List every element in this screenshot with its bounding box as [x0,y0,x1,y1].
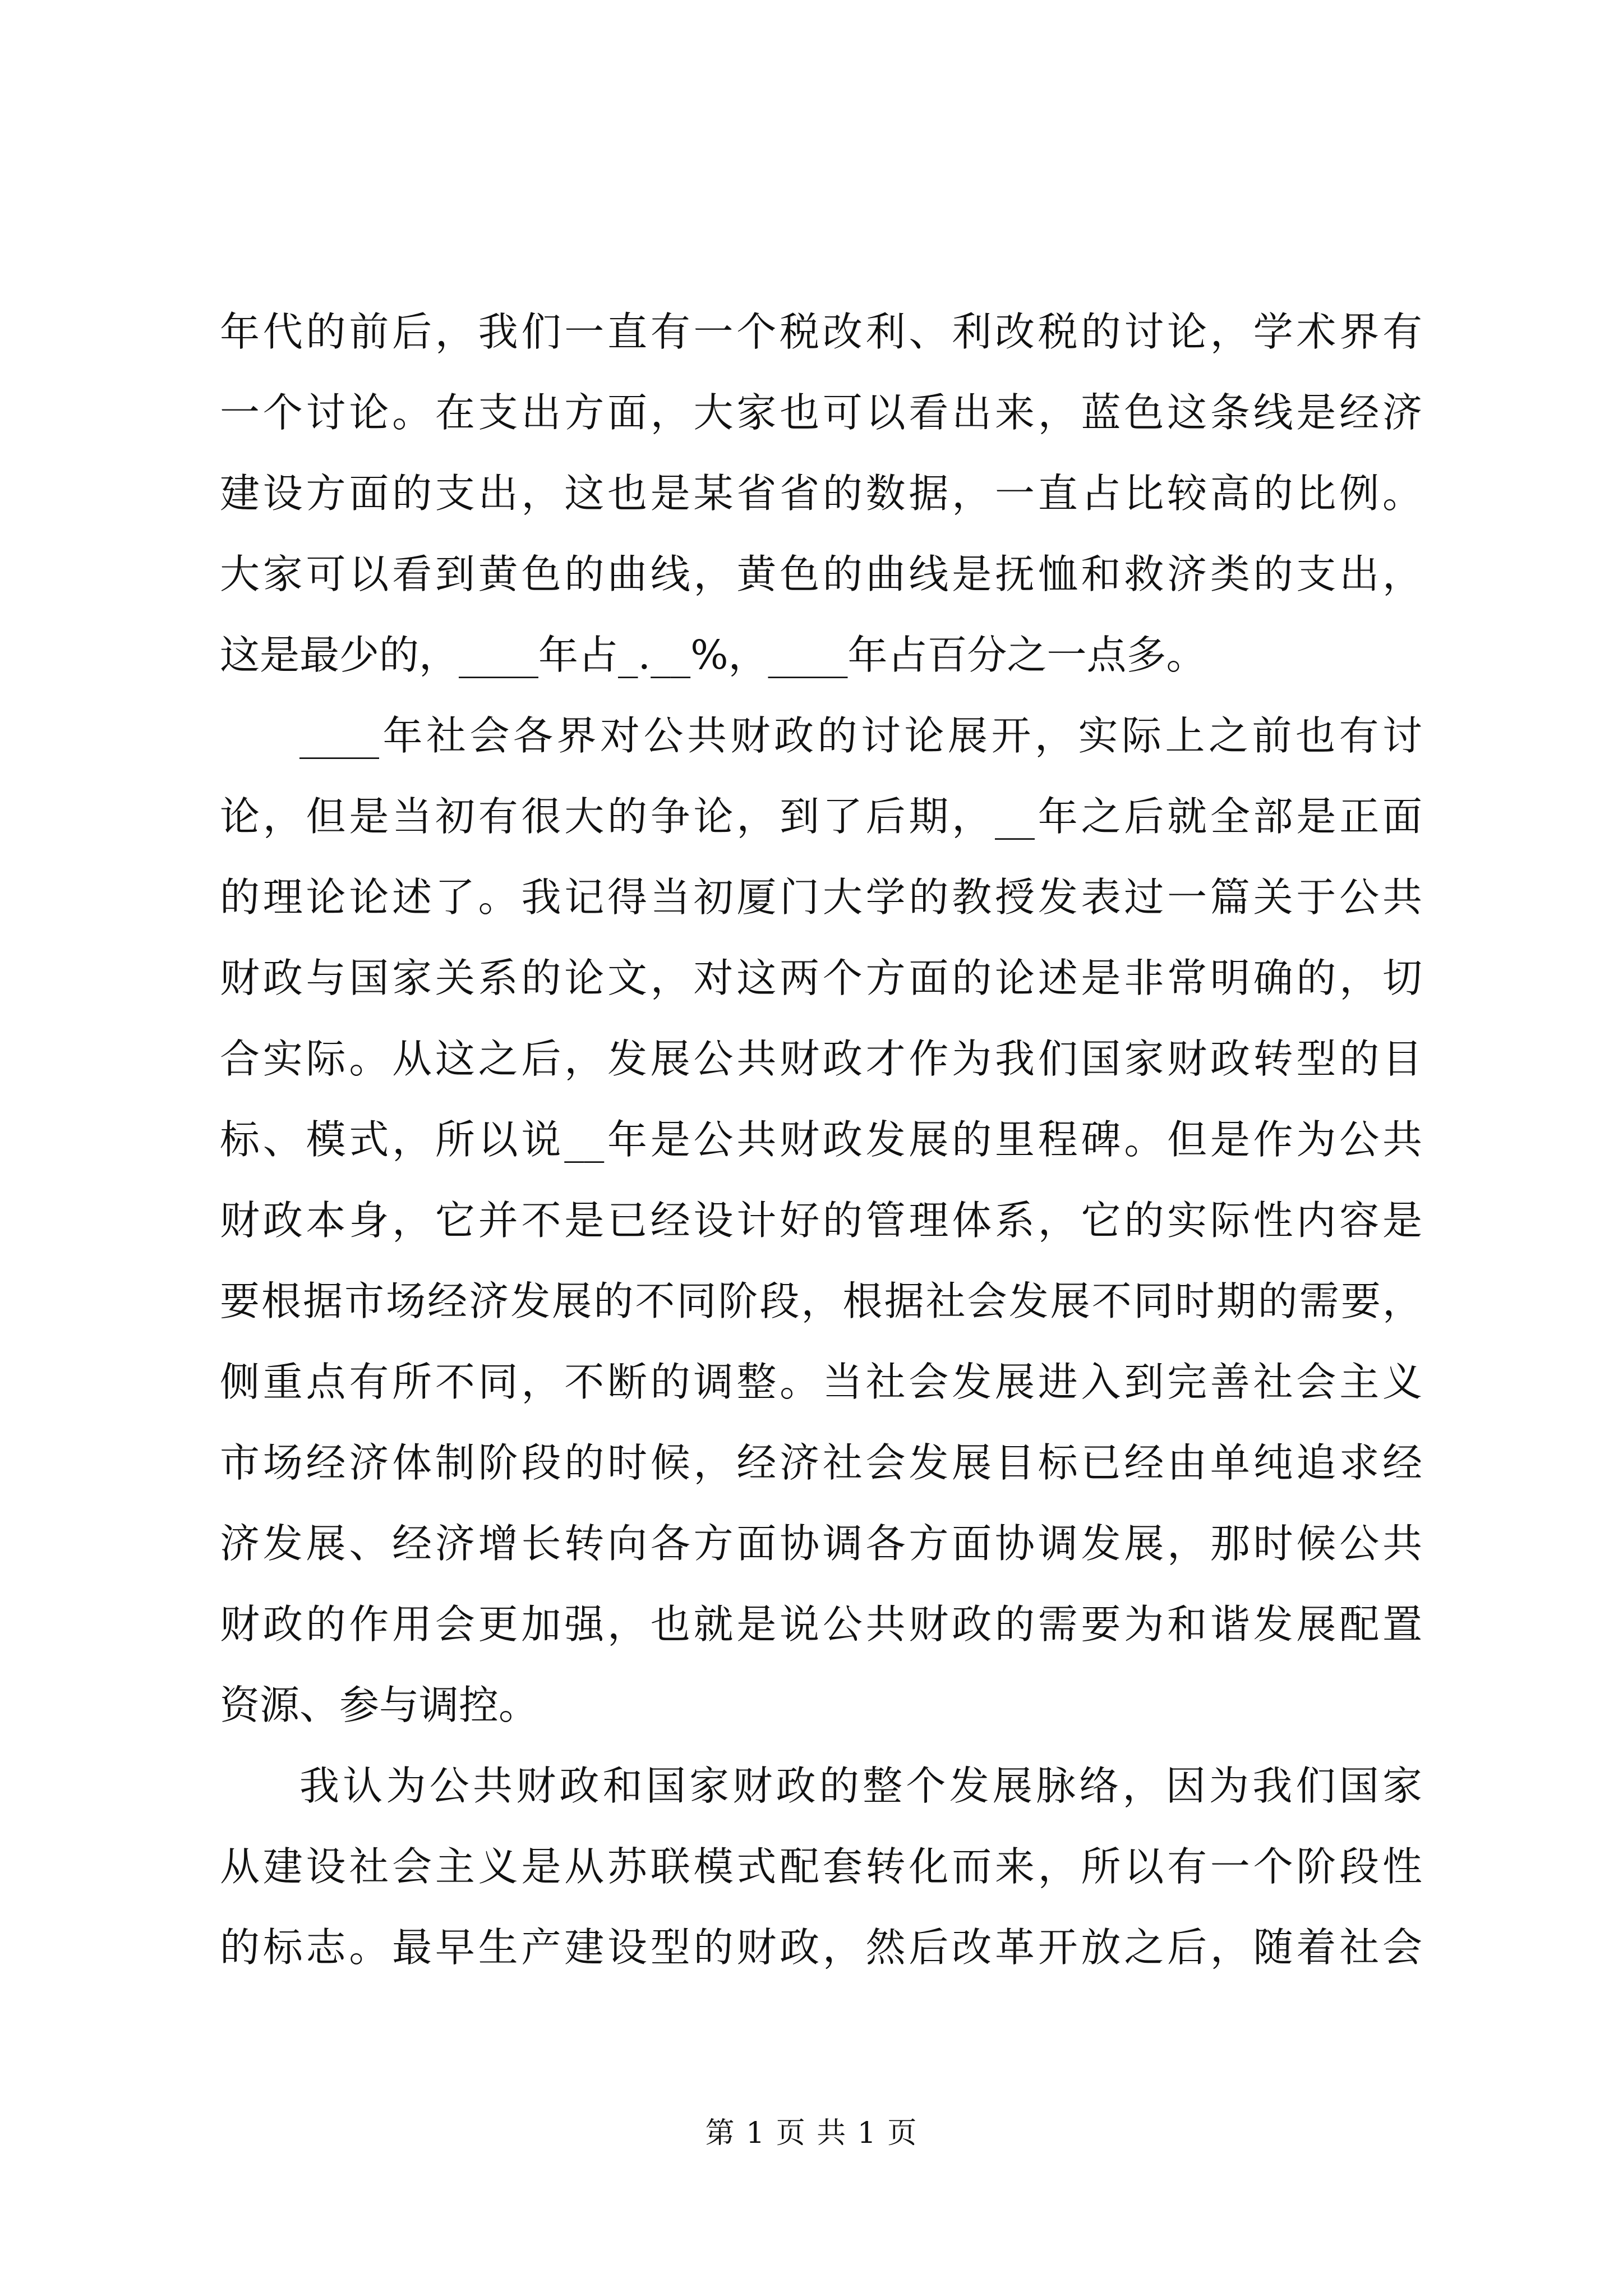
text-line: 我认为公共财政和国家财政的整个发展脉络，因为我们国家 [299,1763,1422,1809]
text-line: 从建设社会主义是从苏联模式配套转化而来，所以有一个阶段性 [220,1843,1422,1890]
text-line: 财政本身，它并不是已经设计好的管理体系，它的实际性内容是 [220,1197,1422,1244]
text-line: 的标志。最早生产建设型的财政，然后改革开放之后，随着社会 [220,1924,1422,1971]
text-line: 资源、参与调控。 [220,1682,539,1728]
text-line: 合实际。从这之后，发展公共财政才作为我们国家财政转型的目 [220,1036,1422,1082]
text-line: 的理论论述了。我记得当初厦门大学的教授发表过一篇关于公共 [220,874,1422,921]
text-line: ____年社会各界对公共财政的讨论展开，实际上之前也有讨 [299,712,1422,759]
document-body [220,292,1422,1988]
text-line: 要根据市场经济发展的不同阶段，根据社会发展不同时期的需要， [220,1278,1422,1324]
text-line: 这是最少的，____年占_.__%，____年占百分之一点多。 [220,632,1206,678]
text-line: 侧重点有所不同，不断的调整。当社会发展进入到完善社会主义 [220,1359,1422,1405]
page-number-footer: 第 1 页 共 1 页 [705,2116,918,2150]
text-line: 财政与国家关系的论文，对这两个方面的论述是非常明确的，切 [220,955,1422,1001]
text-line: 论，但是当初有很大的争论，到了后期，__年之后就全部是正面 [220,793,1422,840]
text-line: 一个讨论。在支出方面，大家也可以看出来，蓝色这条线是经济 [220,389,1422,436]
paragraph-1 [220,292,1422,696]
text-line: 市场经济体制阶段的时候，经济社会发展目标已经由单纯追求经 [220,1439,1422,1486]
text-line: 财政的作用会更加强，也就是说公共财政的需要为和谐发展配置 [220,1601,1422,1648]
text-line: 标、模式，所以说__年是公共财政发展的里程碑。但是作为公共 [220,1116,1422,1163]
text-line: 济发展、经济增长转向各方面协调各方面协调发展，那时候公共 [220,1520,1422,1567]
paragraph-2 [220,696,1422,1746]
text-line: 大家可以看到黄色的曲线，黄色的曲线是抚恤和救济类的支出， [220,551,1422,597]
text-line: 年代的前后，我们一直有一个税改利、利改税的讨论，学术界有 [220,309,1422,355]
text-line: 建设方面的支出，这也是某省省的数据，一直占比较高的比例。 [220,470,1422,517]
paragraph-3 [220,1746,1422,1988]
